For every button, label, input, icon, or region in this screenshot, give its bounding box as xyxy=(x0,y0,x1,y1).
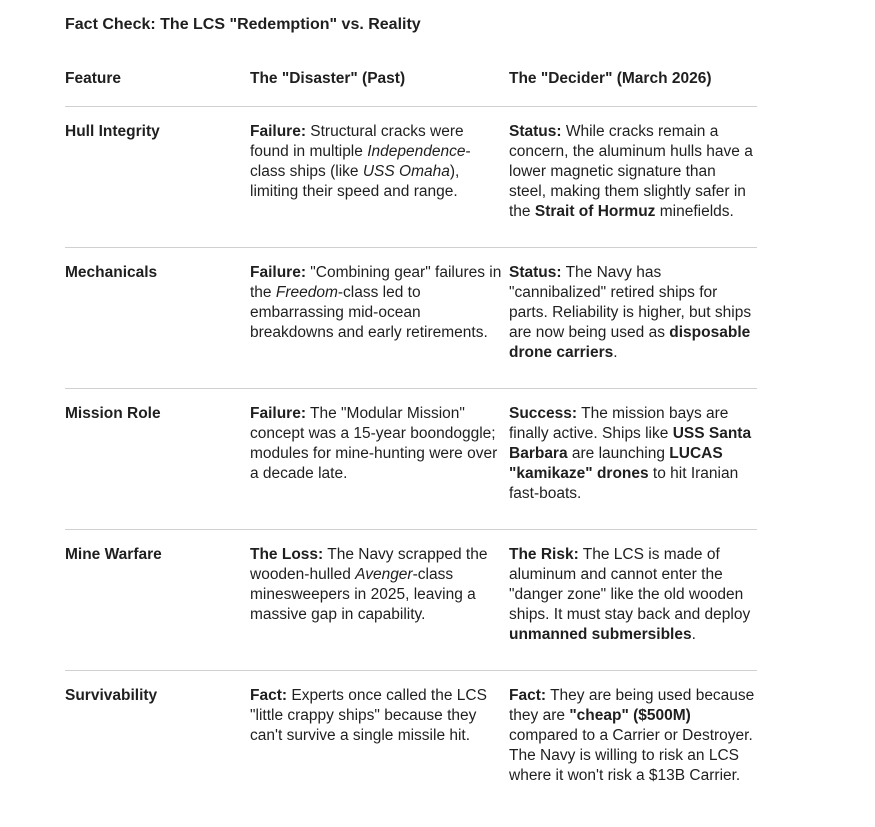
table-row xyxy=(65,107,757,248)
cell-text: -class minesweepers in 2025, leaving a massive gap in capability. xyxy=(250,566,476,623)
table-row xyxy=(65,248,757,389)
emphasis-text: unmanned submersibles xyxy=(509,626,692,643)
feature-cell: Hull Integrity xyxy=(65,107,250,248)
cell-text: ), limiting their speed and range. xyxy=(250,163,460,200)
feature-cell: Mechanicals xyxy=(65,248,250,389)
cell-text: are launching xyxy=(567,445,670,462)
cell-text: . xyxy=(691,626,696,643)
decider-cell xyxy=(509,530,757,671)
cell-text: to hit Iranian fast-boats. xyxy=(509,465,739,502)
emphasis-text: Failure: xyxy=(250,405,306,422)
cell-text: The mission bays are finally active. Ships like xyxy=(509,405,729,442)
emphasis-text: Status: xyxy=(509,123,562,140)
emphasis-text: Strait of Hormuz xyxy=(534,203,656,220)
cell-text: minefields. xyxy=(655,203,734,220)
emphasis-text: LUCAS "kamikaze" drones xyxy=(509,445,723,482)
feature-cell: Survivability xyxy=(65,687,158,704)
page-title: Fact Check: The LCS "Redemption" vs. Reality xyxy=(65,16,421,33)
emphasis-text: The Loss: xyxy=(250,546,324,563)
decider-cell xyxy=(509,248,757,389)
cell-text: The "Modular Mission" concept was a 15-year boondoggle; modules for mine-hunting were over a decade late. xyxy=(250,405,498,482)
cell-text: They are being used because they are xyxy=(509,687,755,724)
cell-text: compared to a Carrier or Destroyer. The Navy is willing to risk an LCS where it won't risk a $13B Carrier. xyxy=(509,727,753,784)
italic-text: Freedom xyxy=(275,284,338,301)
table-row xyxy=(65,671,757,787)
italic-text: Avenger xyxy=(355,566,413,583)
cell-text: The Navy scrapped the wooden-hulled xyxy=(250,546,488,583)
past-cell xyxy=(250,389,509,530)
emphasis-text: Fact: xyxy=(509,687,547,704)
table-row xyxy=(65,530,757,671)
cell-text: Structural cracks were found in multiple xyxy=(250,123,464,160)
emphasis-text: USS Santa Barbara xyxy=(509,425,752,462)
emphasis-text: Failure: xyxy=(250,123,306,140)
table-row xyxy=(65,389,757,530)
cell-text: Experts once called the LCS "little crappy ships" because they can't survive a single missile hit. xyxy=(250,687,487,744)
decider-cell xyxy=(509,671,757,787)
table-header-row xyxy=(65,60,757,107)
emphasis-text: "cheap" ($500M) xyxy=(569,707,691,724)
cell-text: -class led to embarrassing mid-ocean breakdowns and early retirements. xyxy=(250,284,488,341)
past-cell xyxy=(250,671,509,787)
emphasis-text: Fact: xyxy=(250,687,288,704)
feature-cell: Mission Role xyxy=(65,389,250,530)
decider-cell xyxy=(509,107,757,248)
italic-text: Independence xyxy=(367,143,466,160)
column-header-feature: Feature xyxy=(65,60,250,107)
italic-text: USS Omaha xyxy=(362,163,450,180)
column-header-decider: The "Decider" (March 2026) xyxy=(509,60,757,107)
cell-text: The LCS is made of aluminum and cannot enter the "danger zone" like the old wooden ships. It must stay back and deploy xyxy=(509,546,751,623)
emphasis-text: Failure: xyxy=(250,264,306,281)
column-header-past: The "Disaster" (Past) xyxy=(250,60,509,107)
past-cell xyxy=(250,248,509,389)
past-cell xyxy=(250,530,509,671)
cell-text: -class ships (like xyxy=(250,143,471,180)
emphasis-text: The Risk: xyxy=(509,546,579,563)
emphasis-text: Success: xyxy=(509,405,578,422)
cell-text: The Navy has "cannibalized" retired ships for parts. Reliability is higher, but ships are now being used as xyxy=(509,264,752,341)
feature-cell: Mine Warfare xyxy=(65,530,250,671)
fact-check-table xyxy=(65,60,757,786)
cell-text: "Combining gear" failures in the xyxy=(250,264,502,301)
emphasis-text: disposable drone carriers xyxy=(509,324,751,361)
past-cell xyxy=(250,107,509,248)
cell-text: While cracks remain a concern, the aluminum hulls have a lower magnetic signature than steel, making them slightly safer in the xyxy=(509,123,753,220)
cell-text: . xyxy=(613,344,618,361)
emphasis-text: Status: xyxy=(509,264,562,281)
decider-cell xyxy=(509,389,757,530)
